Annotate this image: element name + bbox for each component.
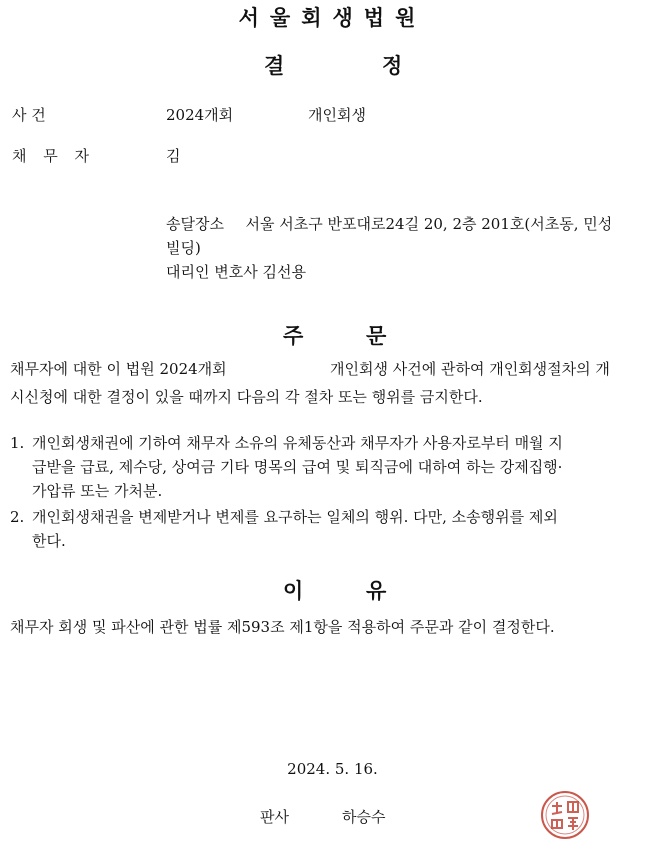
order-item-line: 개인회생채권에 기하여 채무자 소유의 유체동산과 채무자가 사용자로부터 매월 지 [32,434,563,452]
order-heading-char-2: 문 [366,324,387,348]
court-name: 서울회생법원 [238,6,427,30]
order-item-number: 1. [10,434,25,452]
case-label: 사 건 [12,106,46,124]
judge-label: 판사 [260,808,289,826]
order-item-line: 가압류 또는 가처분. [32,482,163,500]
doc-title-char-2: 정 [382,54,403,78]
judge-name: 하승수 [342,808,386,826]
case-type: 개인회생 [308,106,366,124]
order-item-2 [10,505,652,553]
address-label: 송달장소 [166,215,224,233]
order-intro-line1b: 개인회생 사건에 관하여 개인회생절차의 개 [330,360,610,378]
order-item-1 [10,431,652,503]
debtor-label: 채 무 자 [12,147,96,165]
order-intro-line2: 시신청에 대한 결정이 있을 때까지 다음의 각 절차 또는 행위를 금지한다. [10,388,483,406]
decision-date: 2024. 5. 16. [287,760,378,778]
address-text: 서울 서초구 반포대로24길 20, 2층 201호(서초동, 민성 [245,215,613,233]
address-continuation: 빌딩) [166,239,201,257]
reason-text: 채무자 회생 및 파산에 관한 법률 제593조 제1항을 적용하여 주문과 같이 결정한다. [10,618,555,636]
order-item-line: 한다. [32,532,66,550]
order-item-line: 급받을 급료, 제수당, 상여금 기타 명목의 급여 및 퇴직금에 대하여 하는 강제집행· [32,458,563,476]
doc-title-char-1: 결 [264,54,285,78]
order-intro-line1a: 채무자에 대한 이 법원 2024개회 [10,360,227,378]
case-number: 2024개회 [166,106,234,124]
agent-line: 대리인 변호사 김선용 [166,263,306,281]
order-item-line: 개인회생채권을 변제받거나 변제를 요구하는 일체의 행위. 다만, 소송행위를 제외 [32,508,558,526]
judge-seal-stamp [540,790,590,840]
reason-heading-char-1: 이 [283,579,304,603]
order-item-number: 2. [10,508,25,526]
service-address-block [166,212,656,284]
order-heading-char-1: 주 [283,324,304,348]
debtor-name: 김 [166,147,181,165]
reason-heading-char-2: 유 [366,579,387,603]
